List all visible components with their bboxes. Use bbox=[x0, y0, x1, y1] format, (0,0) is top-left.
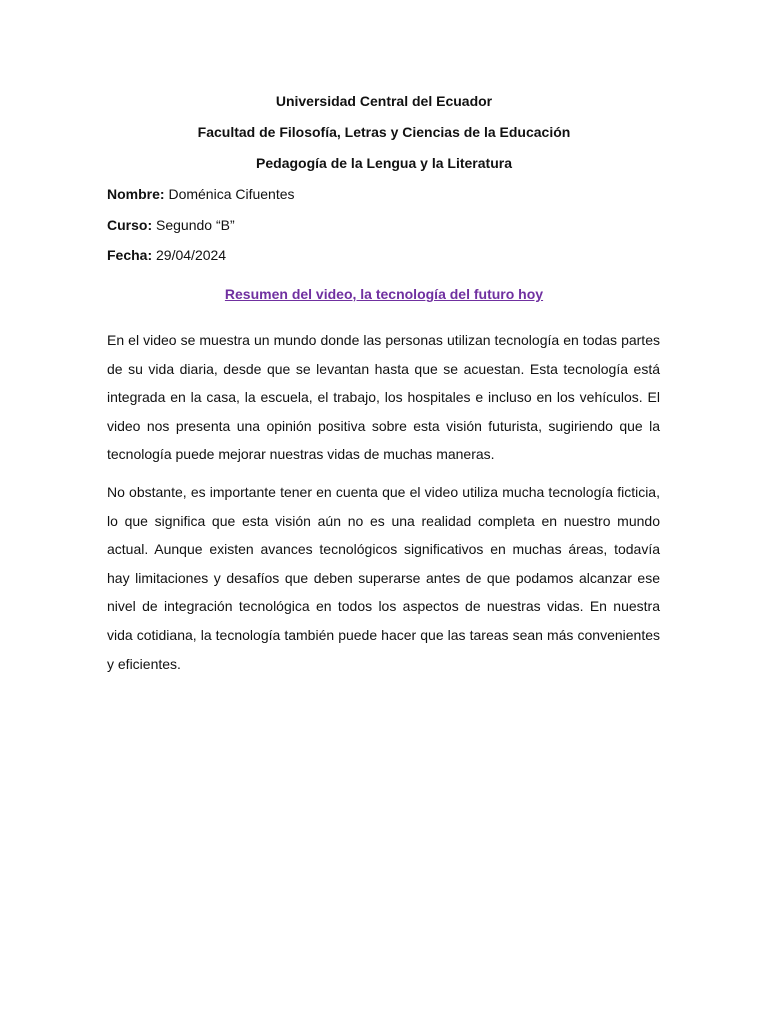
paragraph-2: No obstante, es importante tener en cuenta que el video utiliza mucha tecnología ficticia, lo que significa que esta visión aún no es una realidad completa en nuestro mundo actual. Aunque existen avances tecnológicos significativos en muchas áreas, todavía hay limitaciones y desafíos que deben superarse antes de que podamos alcanzar ese nivel de integración tecnológica en todos los aspectos de nuestras vidas. En nuestra vida cotidiana, la tecnología también puede hacer que las tareas sean más convenientes y eficientes. bbox=[107, 484, 660, 672]
course-label: Curso: bbox=[107, 217, 153, 233]
program-heading: Pedagogía de la Lengua y la Literatura bbox=[256, 155, 512, 171]
faculty-heading: Facultad de Filosofía, Letras y Ciencias de la Educación bbox=[197, 124, 571, 140]
date-value: 29/04/2024 bbox=[152, 247, 227, 263]
summary-title bbox=[0, 285, 768, 303]
name-label: Nombre: bbox=[107, 186, 165, 202]
date-label: Fecha: bbox=[107, 247, 153, 263]
name-value: Doménica Cifuentes bbox=[164, 186, 295, 202]
date-field bbox=[107, 246, 226, 264]
university-heading: Universidad Central del Ecuador bbox=[275, 93, 493, 109]
summary-title-link[interactable]: Resumen del video, la tecnología del futuro hoy bbox=[224, 286, 544, 302]
name-field bbox=[107, 185, 295, 203]
paragraph-1: En el video se muestra un mundo donde las personas utilizan tecnología en todas partes de su vida diaria, desde que se levantan hasta que se acuestan. Esta tecnología está integrada en la casa, la escuela, el trabajo, los hospitales e incluso en los vehículos. El video nos presenta una opinión positiva sobre esta visión futurista, sugiriendo que la tecnología puede mejorar nuestras vidas de muchas maneras. bbox=[107, 332, 660, 463]
course-field bbox=[107, 216, 235, 234]
course-value: Segundo “B” bbox=[152, 217, 235, 233]
